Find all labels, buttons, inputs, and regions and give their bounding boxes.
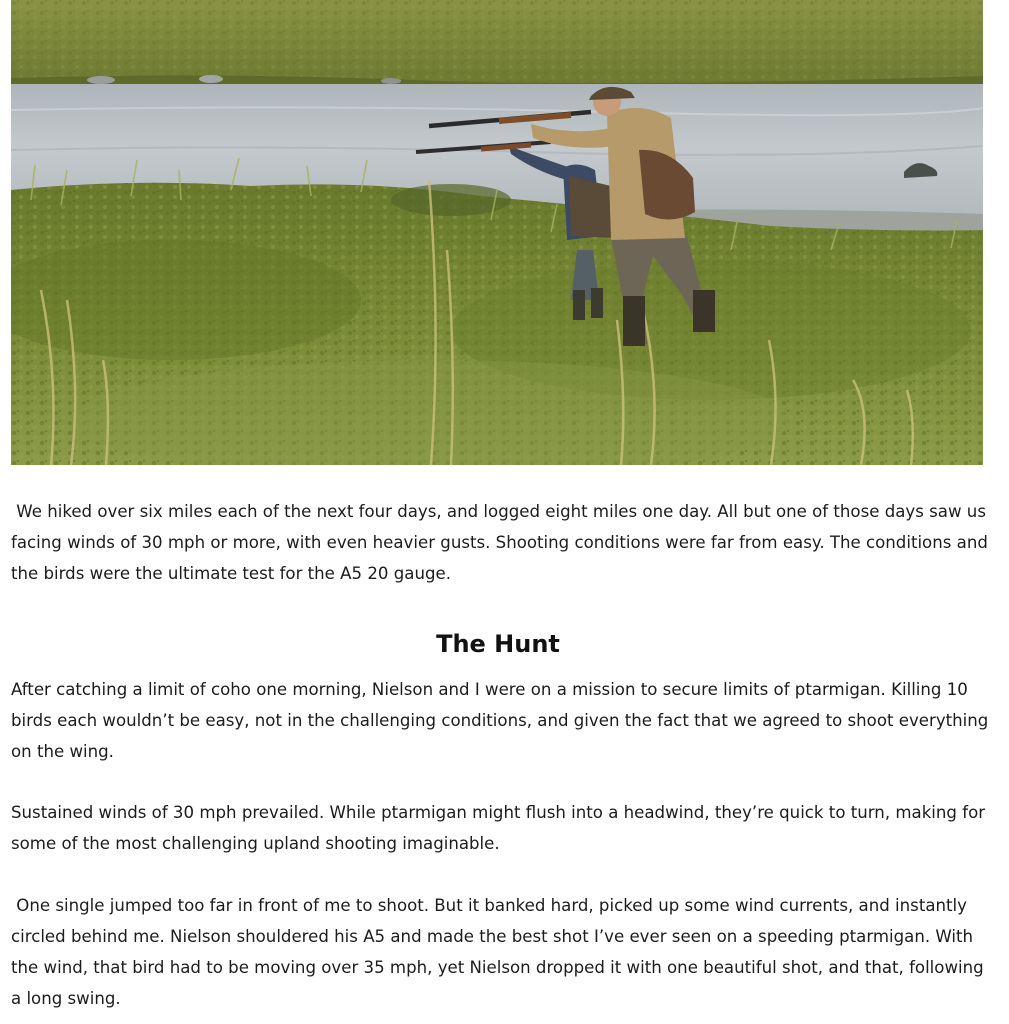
article-paragraph: After catching a limit of coho one morning, Nielson and I were on a mission to secure limits of ptarmigan. Killing 10 birds each wouldn’t be easy, not in the challenging conditions, and given the fact that we agreed to shoot everything on the wing. [11,680,994,761]
article-paragraph: We hiked over six miles each of the next four days, and logged eight miles one day. All but one of those days saw us facing winds of 30 mph or more, with even heavier gusts. Shooting conditions were far from easy. The conditions and the birds were the ultimate test for the A5 20 gauge. [11,502,994,583]
hunters-photo-icon [11,0,983,465]
article-paragraph: Sustained winds of 30 mph prevailed. While ptarmigan might flush into a headwind, they’re quick to turn, making for some of the most challenging upland shooting imaginable. [11,803,991,853]
article-paragraph: One single jumped too far in front of me to shoot. But it banked hard, picked up some wind currents, and instantly circled behind me. Nielson shouldered his A5 and made the best shot I’ve ever seen on a speeding ptarmigan. With the wind, that bird had to be moving over 35 mph, yet Nielson dropped it with one beautiful shot, and that, following a long swing. [11,896,989,1008]
hero-photo [11,0,983,465]
section-heading: The Hunt [436,630,560,658]
